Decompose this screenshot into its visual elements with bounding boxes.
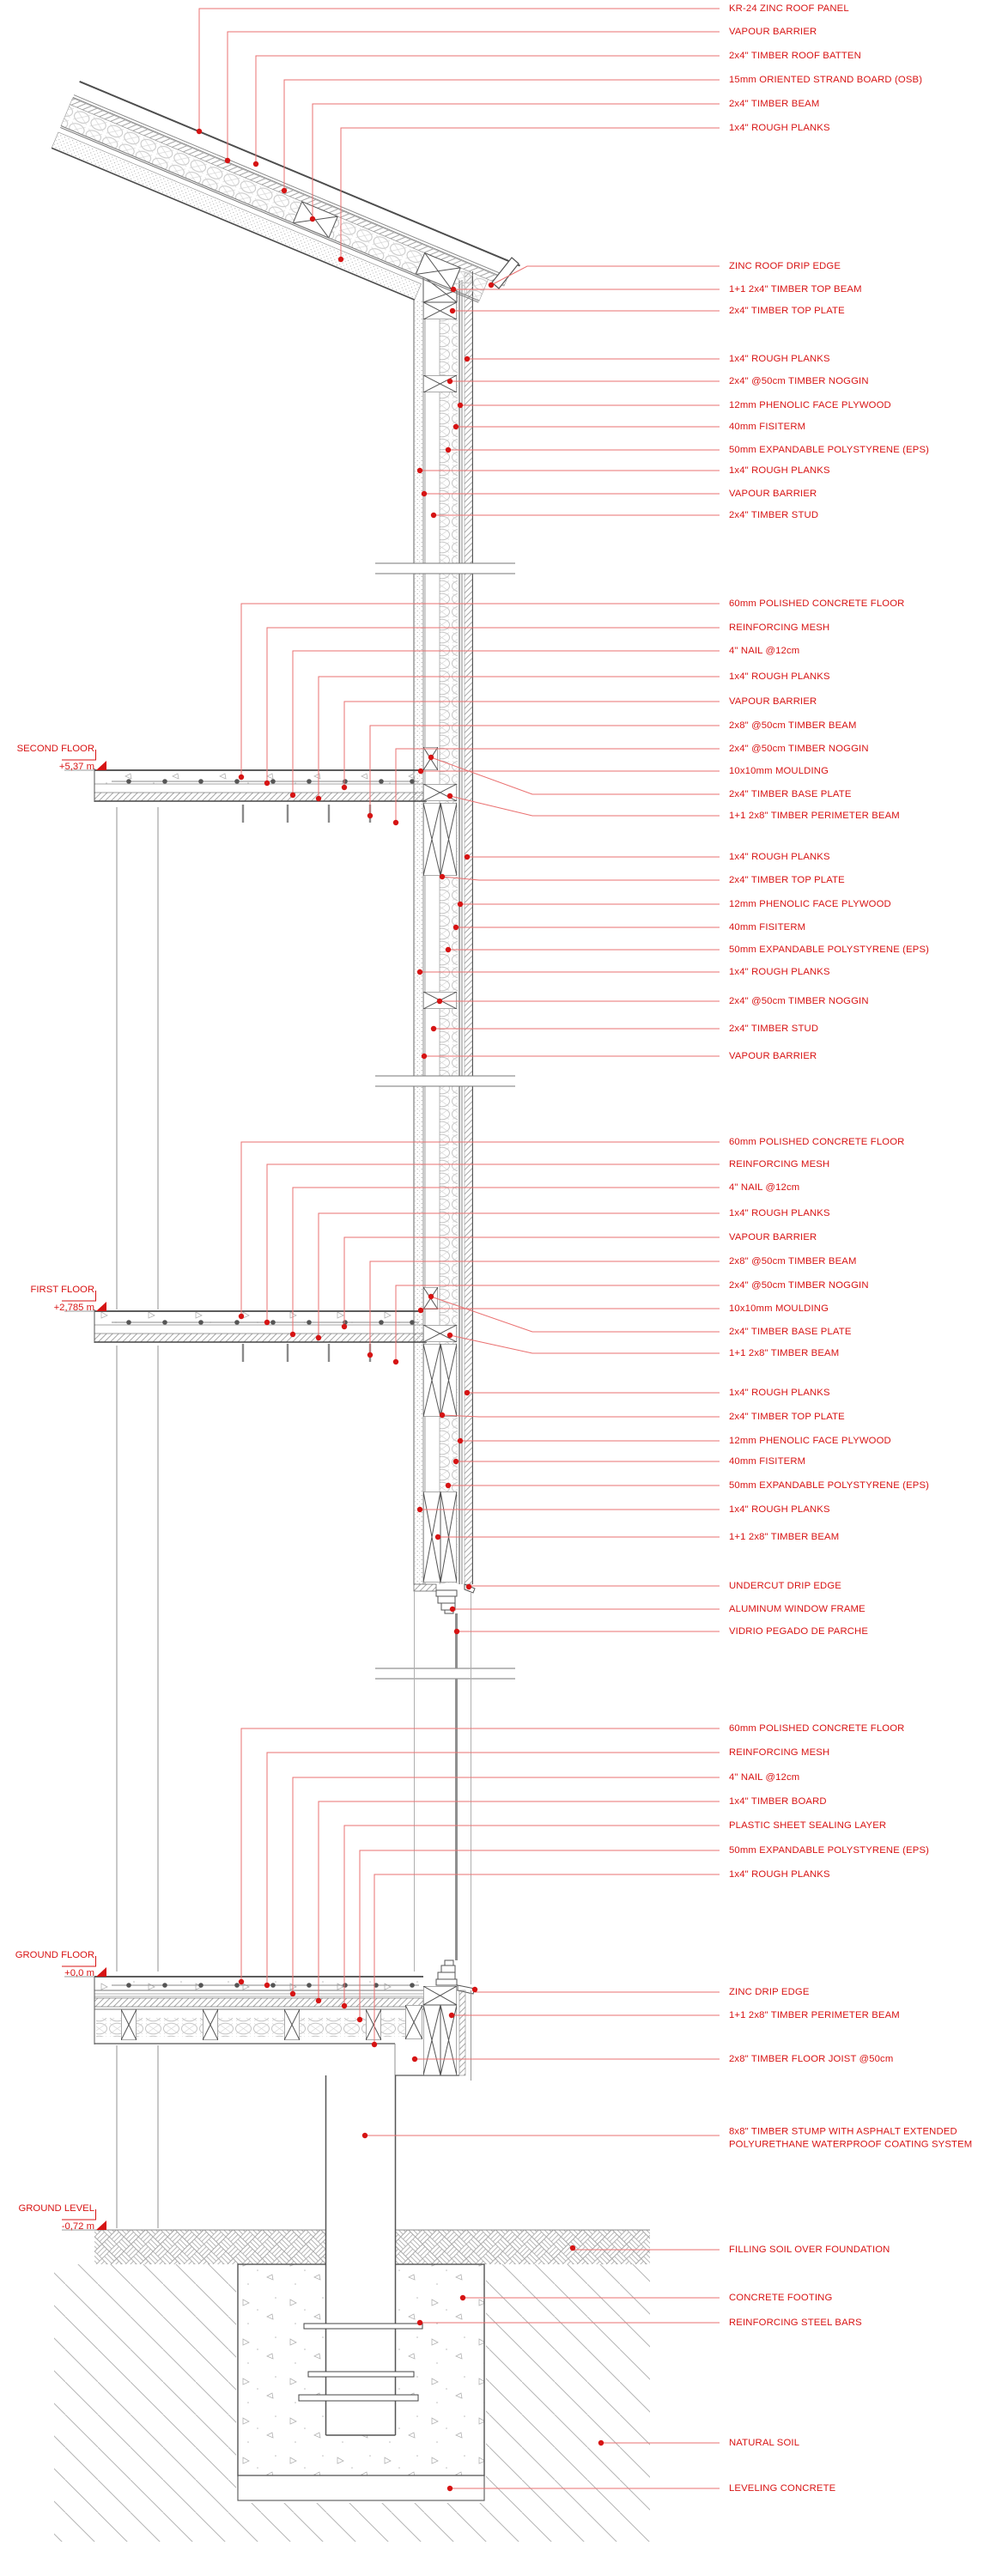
callout-second-floor-9: 1+1 2x8" TIMBER PERIMETER BEAM (729, 811, 900, 821)
perimeter-beam-box (423, 803, 440, 876)
floor-joist-box (203, 2009, 218, 2040)
end-joist-box (405, 2005, 422, 2039)
perimeter-beam-box (423, 1344, 440, 1417)
level-elevation-first-floor: +2,785 m (53, 1303, 94, 1313)
callout-foundation-2: REINFORCING STEEL BARS (729, 2318, 862, 2328)
callout-second-floor-1: REINFORCING MESH (729, 623, 830, 633)
callout-wall-lower-6: 1+1 2x8" TIMBER BEAM (729, 1532, 840, 1542)
callout-ground-floor-6: 1x4" ROUGH PLANKS (729, 1869, 830, 1880)
callout-wall-middle-0: 1x4" ROUGH PLANKS (729, 852, 830, 862)
callout-second-floor-8: 2x4" TIMBER BASE PLATE (729, 789, 852, 799)
callout-wall-lower-3: 40mm FISITERM (729, 1456, 806, 1467)
callout-wall-middle-4: 50mm EXPANDABLE POLYSTYRENE (EPS) (729, 945, 930, 955)
leaders-roof (199, 9, 720, 259)
callout-roof-2: 2x4" TIMBER ROOF BATTEN (729, 51, 861, 61)
level-triangle-second-floor (96, 761, 106, 770)
callout-wall-upper-4: 50mm EXPANDABLE POLYSTYRENE (EPS) (729, 445, 930, 455)
callout-first-floor-0: 60mm POLISHED CONCRETE FLOOR (729, 1137, 905, 1147)
callout-first-floor-8: 2x4" TIMBER BASE PLATE (729, 1327, 852, 1337)
leaders-ground-floor (241, 1728, 720, 2044)
callout-ground-edge-1: 1+1 2x8" TIMBER PERIMETER BEAM (729, 2010, 900, 2020)
callout-wall-lower-1: 2x4" TIMBER TOP PLATE (729, 1412, 845, 1422)
roof-planks-band (52, 132, 421, 300)
callout-wall-upper-6: VAPOUR BARRIER (729, 489, 817, 499)
foundation-zone (54, 2075, 650, 2542)
callout-roof-0: KR-24 ZINC ROOF PANEL (729, 3, 849, 14)
callout-wall-middle-8: VAPOUR BARRIER (729, 1051, 817, 1061)
callout-window-0: UNDERCUT DRIP EDGE (729, 1581, 841, 1591)
level-elevation-ground-floor: +0,0 m (64, 1968, 94, 1978)
callout-first-floor-4: VAPOUR BARRIER (729, 1232, 817, 1242)
callout-second-floor-0: 60mm POLISHED CONCRETE FLOOR (729, 598, 905, 609)
callout-second-floor-7: 10x10mm MOULDING (729, 766, 829, 776)
callout-wall-lower-0: 1x4" ROUGH PLANKS (729, 1388, 830, 1398)
level-name-ground-level: GROUND LEVEL (18, 2203, 94, 2214)
wall-exterior-planks-band (465, 273, 472, 1584)
callout-ground-edge-2: 2x8" TIMBER FLOOR JOIST @50cm (729, 2054, 894, 2064)
callout-first-floor-6: 2x4" @50cm TIMBER NOGGIN (729, 1280, 869, 1291)
leaders-second-floor (241, 604, 720, 823)
callout-ground-floor-1: REINFORCING MESH (729, 1747, 830, 1758)
level-name-first-floor: FIRST FLOOR (30, 1285, 94, 1295)
callout-foundation-4: LEVELING CONCRETE (729, 2483, 836, 2494)
callout-roof-3: 15mm ORIENTED STRAND BOARD (OSB) (729, 75, 923, 85)
callout-first-floor-9: 1+1 2x8" TIMBER BEAM (729, 1348, 840, 1358)
level-lines (64, 770, 94, 1977)
callout-first-floor-2: 4" NAIL @12cm (729, 1182, 800, 1193)
callout-roof-5: 1x4" ROUGH PLANKS (729, 123, 830, 133)
callout-roof-1: VAPOUR BARRIER (729, 27, 817, 37)
callout-foundation-3: NATURAL SOIL (729, 2438, 800, 2448)
callout-wall-upper-2: 12mm PHENOLIC FACE PLYWOOD (729, 400, 891, 410)
perimeter-plate-box (423, 784, 457, 801)
ground-floor-assembly (94, 1977, 459, 2075)
callout-wall-middle-1: 2x4" TIMBER TOP PLATE (729, 875, 845, 885)
callout-wall-middle-6: 2x4" @50cm TIMBER NOGGIN (729, 996, 869, 1006)
level-name-ground-floor: GROUND FLOOR (15, 1950, 94, 1960)
callout-wall-middle-5: 1x4" ROUGH PLANKS (729, 967, 830, 977)
level-triangle-ground-level (96, 2221, 106, 2230)
callout-wall-upper-5: 1x4" ROUGH PLANKS (729, 465, 830, 476)
callout-foundation-1: CONCRETE FOOTING (729, 2293, 833, 2303)
callout-ground-edge-0: ZINC DRIP EDGE (729, 1987, 810, 1997)
level-triangle-ground-floor (96, 1967, 106, 1977)
callout-wall-middle-7: 2x4" TIMBER STUD (729, 1024, 819, 1034)
callout-first-floor-1: REINFORCING MESH (729, 1159, 830, 1170)
callout-eave-2: 2x4" TIMBER TOP PLATE (729, 306, 845, 316)
window-head-closure (414, 1584, 436, 1591)
callout-ground-floor-4: PLASTIC SHEET SEALING LAYER (729, 1820, 887, 1831)
callout-first-floor-5: 2x8" @50cm TIMBER BEAM (729, 1256, 857, 1267)
callout-wall-upper-1: 2x4" @50cm TIMBER NOGGIN (729, 376, 869, 386)
callout-second-floor-5: 2x8" @50cm TIMBER BEAM (729, 720, 857, 731)
leader-dots (197, 129, 604, 2491)
callout-wall-upper-0: 1x4" ROUGH PLANKS (729, 354, 830, 364)
level-markers (62, 750, 106, 2230)
callout-window-1: ALUMINUM WINDOW FRAME (729, 1604, 865, 1614)
callout-second-floor-6: 2x4" @50cm TIMBER NOGGIN (729, 744, 869, 754)
callout-ground-floor-2: 4" NAIL @12cm (729, 1772, 800, 1783)
callout-ground-floor-0: 60mm POLISHED CONCRETE FLOOR (729, 1723, 905, 1734)
first-floor-assembly (94, 1309, 427, 1343)
level-name-second-floor: SECOND FLOOR (16, 744, 94, 754)
timber-stump-body (326, 2075, 395, 2435)
callout-first-floor-7: 10x10mm MOULDING (729, 1303, 829, 1314)
callout-wall-middle-3: 40mm FISITERM (729, 922, 806, 933)
callout-eave-0: ZINC ROOF DRIP EDGE (729, 261, 841, 271)
callout-foundation-0: FILLING SOIL OVER FOUNDATION (729, 2245, 890, 2255)
callout-eave-1: 1+1 2x4" TIMBER TOP BEAM (729, 284, 862, 295)
ground-perimeter-beam-box (423, 2005, 440, 2075)
perimeter-beam-box (440, 1344, 457, 1417)
perimeter-beam-box (440, 803, 457, 876)
callout-wall-middle-2: 12mm PHENOLIC FACE PLYWOOD (729, 899, 891, 909)
callout-wall-lower-2: 12mm PHENOLIC FACE PLYWOOD (729, 1436, 891, 1446)
osb-band (70, 98, 507, 286)
callout-wall-lower-4: 50mm EXPANDABLE POLYSTYRENE (EPS) (729, 1480, 930, 1491)
leaders-first-floor (241, 1142, 720, 1362)
ground-plate-box (423, 1986, 457, 2005)
callout-first-floor-3: 1x4" ROUGH PLANKS (729, 1208, 830, 1218)
callout-ground-floor-5: 50mm EXPANDABLE POLYSTYRENE (EPS) (729, 1845, 930, 1856)
floor-joist-box (284, 2009, 300, 2040)
callout-wall-upper-7: 2x4" TIMBER STUD (729, 510, 819, 520)
floor-joist-box (121, 2009, 137, 2040)
callout-wall-lower-5: 1x4" ROUGH PLANKS (729, 1504, 830, 1515)
callout-wall-upper-3: 40mm FISITERM (729, 422, 806, 432)
callout-timber-stump: 8x8" TIMBER STUMP WITH ASPHALT EXTENDED POLYURETHANE WATERPROOF COATING SYSTEM (729, 2126, 973, 2149)
callout-ground-floor-3: 1x4" TIMBER BOARD (729, 1796, 827, 1807)
floor-joist-box (366, 2009, 381, 2040)
callout-second-floor-4: VAPOUR BARRIER (729, 696, 817, 707)
level-triangle-first-floor (96, 1302, 106, 1311)
callout-roof-4: 2x4" TIMBER BEAM (729, 99, 820, 109)
aluminum-window-frame-sill (436, 1960, 457, 1985)
joist-stubs (243, 805, 370, 1362)
noggin-box (423, 375, 457, 392)
callout-second-floor-3: 1x4" ROUGH PLANKS (729, 671, 830, 682)
leaders-window (452, 1586, 720, 1631)
callout-window-2: VIDRIO PEGADO DE PARCHE (729, 1626, 869, 1637)
level-elevation-second-floor: +5,37 m (58, 762, 94, 772)
level-elevation-ground-level: -0,72 m (61, 2221, 94, 2232)
second-floor-assembly (94, 769, 427, 802)
callout-second-floor-2: 4" NAIL @12cm (729, 646, 800, 656)
